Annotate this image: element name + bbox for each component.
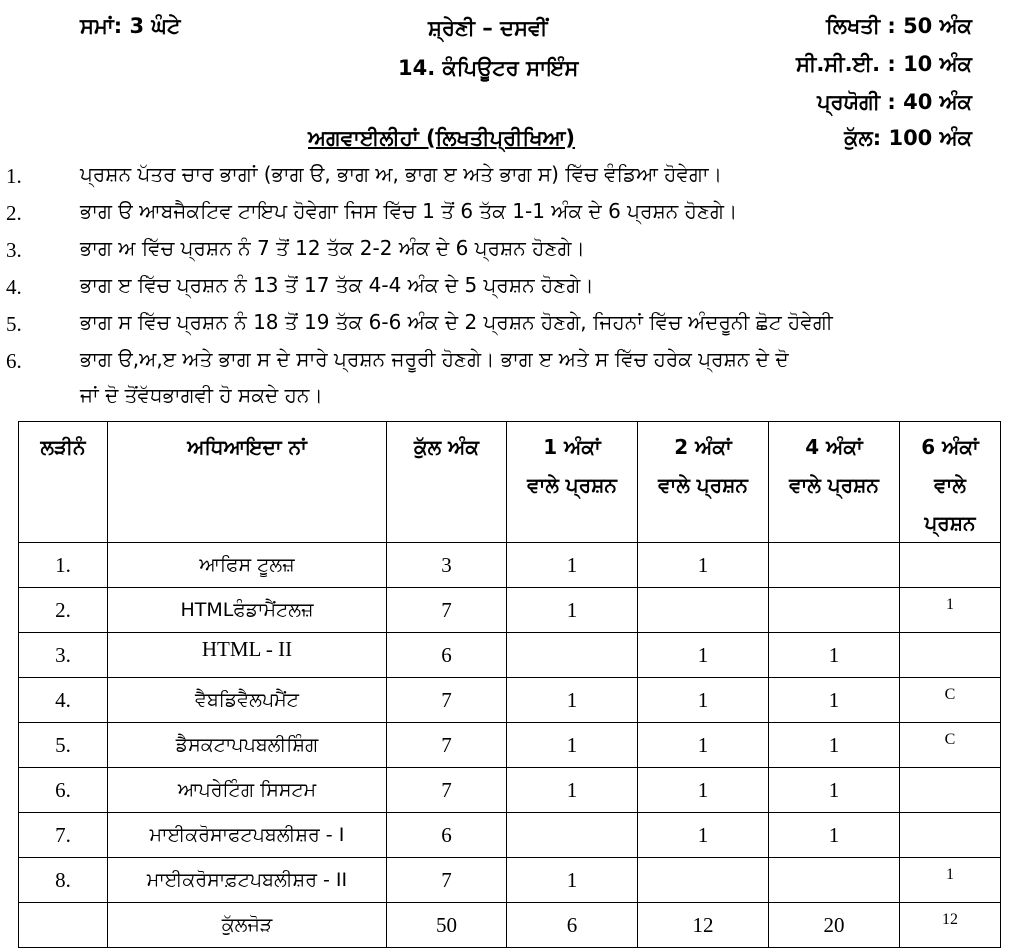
cell-total: 6: [387, 813, 507, 858]
table-header-row: [19, 422, 1001, 543]
cell-6-mark: [900, 813, 1001, 858]
cell-4-mark: 1: [769, 678, 900, 723]
exam-duration: ਸਮਾਂ: 3 ਘੰਟੇ: [80, 14, 181, 38]
table-row: [19, 768, 1001, 813]
class-title: ਸ਼੍ਰੇਣੀ – ਦਸਵੀਂ: [428, 16, 548, 40]
cell-total: 6: [387, 633, 507, 678]
cell-chapter: ਆਫਿਸ ਟੂਲਜ਼: [108, 543, 387, 588]
cell-serial: 1.: [19, 543, 108, 588]
cell-1-mark: 1: [507, 543, 638, 588]
cell-2-mark: 1: [638, 543, 769, 588]
cell-serial: 2.: [19, 588, 108, 633]
instruction-text: ਭਾਗ ੳ ਆਬਜੈਕਟਿਵ ਟਾਇਪ ਹੋਵੇਗਾ ਜਿਸ ਵਿੱਚ 1 ਤੋਂ 6 ਤੱਕ 1-1 ਅੰਕ ਦੇ 6 ਪ੍ਰਸ਼ਨ ਹੋਣਗੇ।: [80, 199, 738, 223]
cell-1-mark: 1: [507, 588, 638, 633]
cell-2-mark: [638, 588, 769, 633]
instruction-text: ਭਾਗ ਸ ਵਿੱਚ ਪ੍ਰਸ਼ਨ ਨੰ 18 ਤੋਂ 19 ਤੱਕ 6-6 ਅੰਕ ਦੇ 2 ਪ੍ਰਸ਼ਨ ਹੋਣਗੇ, ਜਿਹਨਾਂ ਵਿੱਚ ਅੰਦਰੂਨੀ ਛੋਟ ਹੋਵੇਗੀ: [80, 310, 833, 334]
cell-6-mark: C: [900, 723, 1001, 768]
cce-marks: ਸੀ.ਸੀ.ਈ. : 10 ਅੰਕ: [796, 52, 972, 76]
cell-6-mark: 12: [900, 903, 1001, 948]
instructions-title: ਅਗਵਾਈਲੀਹਾਂ (ਲਿਖਤੀਪ੍ਰੀਖਿਆ): [308, 126, 576, 150]
cell-serial: 3.: [19, 633, 108, 678]
cell-1-mark: 1: [507, 768, 638, 813]
table-row: [19, 543, 1001, 588]
cell-1-mark: 1: [507, 723, 638, 768]
table-totals-row: [19, 903, 1001, 948]
header-6-mark: 6 ਅੰਕਾਂ ਵਾਲੇ ਪ੍ਰਸ਼ਨ: [900, 422, 1001, 543]
cell-2-mark: 1: [638, 768, 769, 813]
cell-totals-label: ਕੁੱਲਜੋੜ: [108, 903, 387, 948]
instruction-number: 1.: [6, 164, 22, 188]
cell-chapter: HTML - II: [108, 633, 387, 678]
instruction-text: ਭਾਗ ਅ ਵਿੱਚ ਪ੍ਰਸ਼ਨ ਨੰ 7 ਤੋਂ 12 ਤੱਕ 2-2 ਅੰਕ ਦੇ 6 ਪ੍ਰਸ਼ਨ ਹੋਣਗੇ।: [80, 236, 585, 260]
header-2-mark: 2 ਅੰਕਾਂ ਵਾਲੇ ਪ੍ਰਸ਼ਨ: [638, 422, 769, 543]
cell-2-mark: 12: [638, 903, 769, 948]
cell-2-mark: 1: [638, 723, 769, 768]
table-row: [19, 813, 1001, 858]
cell-chapter: HTMLਫੰਡਾਮੈਂਟਲਜ਼: [108, 588, 387, 633]
cell-2-mark: 1: [638, 633, 769, 678]
cell-1-mark: 1: [507, 858, 638, 903]
cell-6-mark: 1: [900, 858, 1001, 903]
cell-chapter: ਵੈਬਡਿਵੈਲਪਮੈਂਟ: [108, 678, 387, 723]
cell-1-mark: 1: [507, 678, 638, 723]
cell-2-mark: 1: [638, 813, 769, 858]
cell-4-mark: 1: [769, 633, 900, 678]
cell-total: 7: [387, 588, 507, 633]
cell-4-mark: 1: [769, 723, 900, 768]
table-row: [19, 588, 1001, 633]
cell-total: 7: [387, 678, 507, 723]
practical-marks: ਪ੍ਰਯੋਗੀ : 40 ਅੰਕ: [817, 90, 972, 114]
cell-serial-empty: [19, 903, 108, 948]
cell-4-mark: [769, 543, 900, 588]
subject-title: 14. ਕੰਪਿਊਟਰ ਸਾਇੰਸ: [398, 56, 579, 80]
cell-total: 3: [387, 543, 507, 588]
written-marks: ਲਿਖਤੀ : 50 ਅੰਕ: [826, 14, 972, 38]
cell-serial: 7.: [19, 813, 108, 858]
cell-1-mark: 6: [507, 903, 638, 948]
table-row: [19, 723, 1001, 768]
cell-total: 7: [387, 768, 507, 813]
cell-serial: 8.: [19, 858, 108, 903]
cell-4-mark: 1: [769, 813, 900, 858]
instruction-text: ਭਾਗ ੳ,ਅ,ੲ ਅਤੇ ਭਾਗ ਸ ਦੇ ਸਾਰੇ ਪ੍ਰਸ਼ਨ ਜਰੂਰੀ ਹੋਣਗੇ। ਭਾਗ ੲ ਅਤੇ ਸ ਵਿੱਚ ਹਰੇਕ ਪ੍ਰਸ਼ਨ ਦੇ ਦੋ: [80, 347, 789, 371]
instruction-number: 2.: [6, 201, 22, 225]
header-serial: ਲੜੀਨੰ: [19, 422, 108, 543]
cell-6-mark: [900, 633, 1001, 678]
total-marks: ਕੁੱਲ: 100 ਅੰਕ: [844, 126, 972, 150]
instruction-number: 5.: [6, 312, 22, 336]
cell-6-mark: C: [900, 678, 1001, 723]
cell-4-mark: [769, 588, 900, 633]
header-4-mark: 4 ਅੰਕਾਂ ਵਾਲੇ ਪ੍ਰਸ਼ਨ: [769, 422, 900, 543]
instruction-text: ਭਾਗ ੲ ਵਿੱਚ ਪ੍ਰਸ਼ਨ ਨੰ 13 ਤੋਂ 17 ਤੱਕ 4-4 ਅੰਕ ਦੇ 5 ਪ੍ਰਸ਼ਨ ਹੋਣਗੇ।: [80, 273, 594, 297]
table-row: [19, 633, 1001, 678]
cell-chapter: ਆਪਰੇਟਿੰਗ ਸਿਸਟਮ: [108, 768, 387, 813]
cell-4-mark: 1: [769, 768, 900, 813]
cell-2-mark: 1: [638, 678, 769, 723]
table-row: [19, 858, 1001, 903]
instruction-text-continuation: ਜਾਂ ਦੋ ਤੋਂਵੱਧਭਾਗਵੀ ਹੋ ਸਕਦੇ ਹਨ।: [80, 383, 323, 407]
cell-1-mark: [507, 813, 638, 858]
header-chapter-name: ਅਧਿਆਇਦਾ ਨਾਂ: [108, 422, 387, 543]
cell-total: 50: [387, 903, 507, 948]
cell-2-mark: [638, 858, 769, 903]
cell-6-mark: [900, 543, 1001, 588]
cell-chapter: ਮਾਈਕਰੋਸਾਫਟਪਬਲੀਸ਼ਰ - I: [108, 813, 387, 858]
table-row: [19, 678, 1001, 723]
instruction-text: ਪ੍ਰਸ਼ਨ ਪੱਤਰ ਚਾਰ ਭਾਗਾਂ (ਭਾਗ ੳ, ਭਾਗ ਅ, ਭਾਗ ੲ ਅਤੇ ਭਾਗ ਸ) ਵਿੱਚ ਵੰਡਿਆ ਹੋਵੇਗਾ।: [80, 162, 723, 186]
cell-total: 7: [387, 858, 507, 903]
cell-total: 7: [387, 723, 507, 768]
header-total-marks: ਕੁੱਲ ਅੰਕ: [387, 422, 507, 543]
cell-chapter: ਡੈਸਕਟਾਪਪਬਲੀਸ਼ਿੰਗ: [108, 723, 387, 768]
instruction-number: 3.: [6, 238, 22, 262]
cell-4-mark: 20: [769, 903, 900, 948]
cell-serial: 5.: [19, 723, 108, 768]
instruction-number: 4.: [6, 275, 22, 299]
cell-6-mark: 1: [900, 588, 1001, 633]
cell-6-mark: [900, 768, 1001, 813]
marks-distribution-table: [18, 421, 1001, 948]
cell-serial: 4.: [19, 678, 108, 723]
cell-chapter: ਮਾਈਕਰੋਸਾਫ਼ਟਪਬਲੀਸ਼ਰ - II: [108, 858, 387, 903]
cell-1-mark: [507, 633, 638, 678]
header-1-mark: 1 ਅੰਕਾਂ ਵਾਲੇ ਪ੍ਰਸ਼ਨ: [507, 422, 638, 543]
cell-serial: 6.: [19, 768, 108, 813]
instruction-number: 6.: [6, 349, 22, 373]
cell-4-mark: [769, 858, 900, 903]
